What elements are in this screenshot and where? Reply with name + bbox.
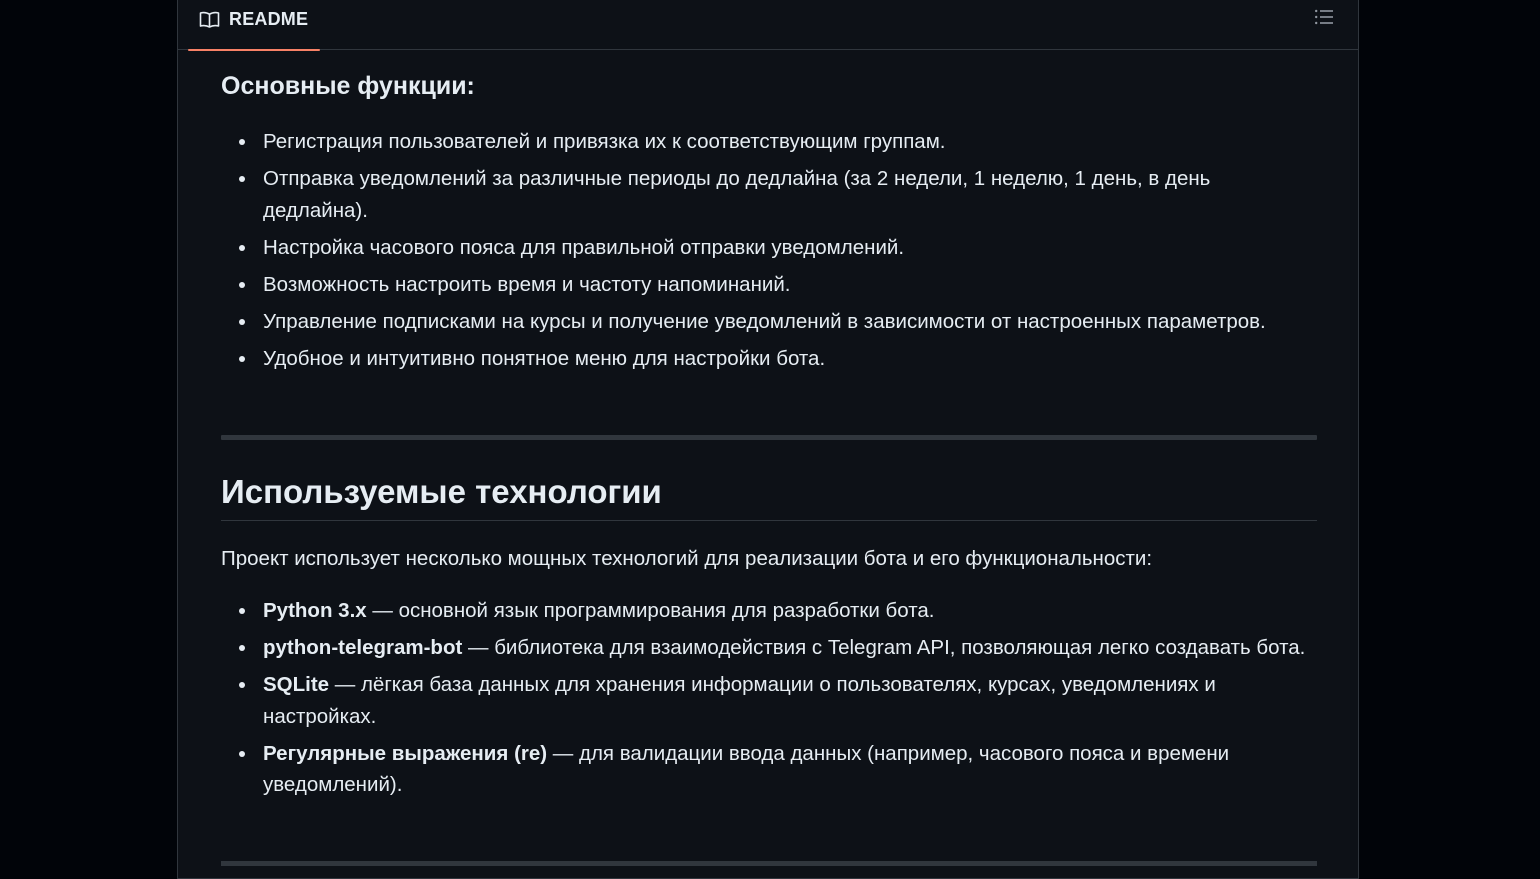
list-item: Настройка часового пояса для правильной отправки уведомлений. [221, 232, 1317, 264]
tech-heading: Используемые технологии [221, 473, 662, 510]
list-item: Управление подписками на курсы и получение уведомлений в зависимости от настроенных параметров. [221, 306, 1317, 338]
list-item: Отправка уведомлений за различные периоды до дедлайна (за 2 недели, 1 неделю, 1 день, в день дедлайна). [221, 163, 1317, 226]
bullet [239, 282, 245, 288]
list-unordered-icon [1314, 8, 1334, 31]
bullet [239, 682, 245, 688]
tech-name: Python 3.x [263, 599, 367, 622]
list-item: Удобное и интуитивно понятное меню для настройки бота. [221, 343, 1317, 375]
readme-header [178, 0, 1358, 50]
tab-readme[interactable] [188, 0, 320, 50]
bullet [239, 319, 245, 325]
tab-readme-label: README [229, 8, 309, 29]
list-item: Регистрация пользователей и привязка их к соответствующим группам. [221, 126, 1317, 158]
active-tab-underline [188, 49, 320, 51]
list-item: SQLite — лёгкая база данных для хранения информации о пользователях, курсах, уведомлениях и настройках. [221, 669, 1317, 732]
bullet [239, 608, 245, 614]
bullet [239, 176, 245, 182]
outline-button[interactable] [1310, 6, 1338, 32]
bullet [239, 245, 245, 251]
list-item: Регулярные выражения (re) — для валидации ввода данных (например, часового пояса и времени уведомлений). [221, 738, 1317, 801]
features-heading: Основные функции: [221, 72, 475, 100]
tech-list [221, 595, 1317, 806]
tech-name: Регулярные выражения (re) [263, 741, 548, 765]
bullet [239, 356, 245, 362]
bullet [239, 645, 245, 651]
features-list [221, 126, 1317, 380]
bullet [239, 139, 245, 145]
tech-name: python-telegram-bot [263, 636, 463, 659]
readme-panel [177, 0, 1359, 879]
bullet [239, 751, 245, 757]
book-icon [199, 11, 220, 28]
horizontal-rule [221, 861, 1317, 866]
list-item: python-telegram-bot — библиотека для взаимодействия с Telegram API, позволяющая легко создавать бота. [221, 632, 1317, 664]
horizontal-rule [221, 435, 1317, 440]
tech-intro: Проект использует несколько мощных технологий для реализации бота и его функциональности: [221, 547, 1153, 570]
list-item: Возможность настроить время и частоту напоминаний. [221, 269, 1317, 301]
heading-underline [221, 520, 1317, 521]
tech-name: SQLite [263, 673, 330, 696]
list-item: Python 3.x — основной язык программирования для разработки бота. [221, 595, 1317, 627]
